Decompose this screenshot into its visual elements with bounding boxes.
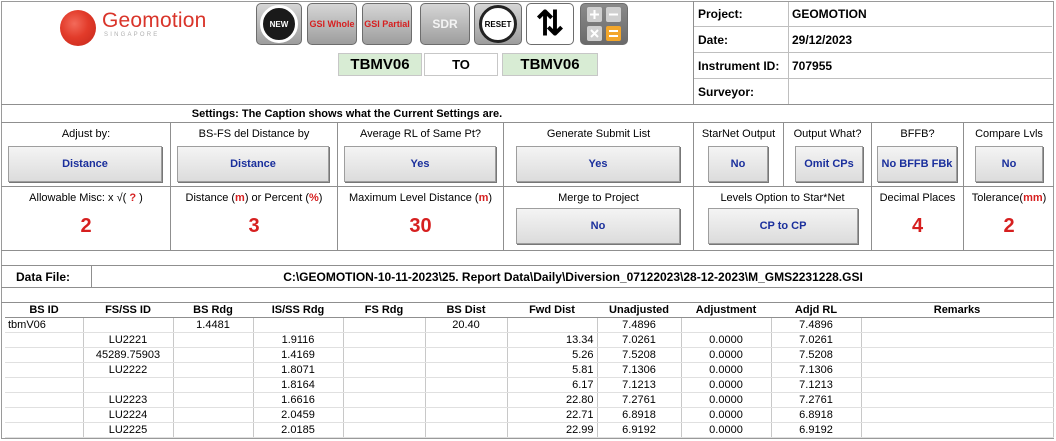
table-cell[interactable]: tbmV06 xyxy=(5,317,83,332)
table-cell[interactable]: 0.0000 xyxy=(681,422,771,437)
table-cell[interactable]: 6.8918 xyxy=(597,407,681,422)
table-cell[interactable] xyxy=(5,377,83,392)
table-cell[interactable]: LU2223 xyxy=(83,392,173,407)
surveyor-row xyxy=(694,79,1052,105)
column-header: Remarks xyxy=(861,303,1053,317)
divider xyxy=(1,104,1054,105)
column-header: Adjd RL xyxy=(771,303,861,317)
table-cell[interactable]: 7.4896 xyxy=(597,317,681,332)
divider xyxy=(1,265,1054,266)
range-to-label: TO xyxy=(424,53,498,76)
distance-percent-value[interactable]: 3 xyxy=(248,215,260,237)
merge-project-button[interactable]: No xyxy=(516,208,680,244)
table-cell[interactable]: 20.40 xyxy=(425,317,507,332)
table-row xyxy=(5,362,1053,377)
new-icon: NEW xyxy=(260,5,298,43)
table-cell[interactable]: 6.9192 xyxy=(597,422,681,437)
table-row xyxy=(5,407,1053,422)
distance-percent-label: Distance (m) or Percent (%) xyxy=(185,192,323,204)
sort-arrows-icon: ⇅ xyxy=(535,5,565,43)
bsfs-distance-button[interactable]: Distance xyxy=(177,146,329,182)
table-cell[interactable]: 0.0000 xyxy=(681,332,771,347)
table-cell[interactable] xyxy=(173,332,253,347)
table-cell[interactable] xyxy=(861,377,1053,392)
table-cell[interactable] xyxy=(425,392,507,407)
table-cell[interactable]: 6.9192 xyxy=(771,422,861,437)
column-header: Adjustment xyxy=(681,303,771,317)
column-header: FS/SS ID xyxy=(83,303,173,317)
levels-option-label: Levels Option to Star*Net xyxy=(720,192,845,204)
table-cell[interactable]: LU2221 xyxy=(83,332,173,347)
starnet-output-button[interactable]: No xyxy=(708,146,768,182)
table-cell[interactable] xyxy=(173,347,253,362)
instrument-row xyxy=(694,53,1052,79)
output-what-label: Output What? xyxy=(793,128,862,140)
decimal-places-label: Decimal Places xyxy=(879,192,956,204)
column-header: FS Rdg xyxy=(343,303,425,317)
table-cell[interactable] xyxy=(425,407,507,422)
divider xyxy=(1,287,1054,288)
table-cell[interactable]: 7.1306 xyxy=(597,362,681,377)
table-cell[interactable] xyxy=(253,317,343,332)
table-cell[interactable] xyxy=(5,332,83,347)
table-cell[interactable]: 0.0000 xyxy=(681,362,771,377)
table-cell[interactable]: 13.34 xyxy=(507,332,597,347)
table-cell[interactable]: 7.5208 xyxy=(771,347,861,362)
adjust-by-button[interactable]: Distance xyxy=(8,146,162,182)
logo-text: Geomotion xyxy=(102,9,207,32)
table-cell[interactable] xyxy=(343,377,425,392)
table-cell[interactable] xyxy=(173,392,253,407)
column-header: BS ID xyxy=(5,303,83,317)
settings-caption: Settings: The Caption shows what the Current Settings are. xyxy=(191,108,503,120)
table-cell[interactable] xyxy=(507,317,597,332)
column-header: Unadjusted xyxy=(597,303,681,317)
table-cell[interactable]: 7.5208 xyxy=(597,347,681,362)
table-cell[interactable]: 7.1213 xyxy=(597,377,681,392)
allowable-misc-value[interactable]: 2 xyxy=(80,215,92,237)
table-cell[interactable]: LU2222 xyxy=(83,362,173,377)
surveyor-label: Surveyor: xyxy=(698,85,755,99)
reset-icon: RESET xyxy=(479,5,517,43)
avg-rl-button[interactable]: Yes xyxy=(344,146,496,182)
table-cell[interactable]: 1.9116 xyxy=(253,332,343,347)
range-to[interactable]: TBMV06 xyxy=(502,53,598,76)
table-cell[interactable] xyxy=(83,377,173,392)
compare-lvls-label: Compare Lvls xyxy=(975,128,1043,140)
decimal-places-value[interactable]: 4 xyxy=(911,215,924,237)
tolerance-label: Tolerance(mm) xyxy=(971,192,1047,204)
table-cell[interactable] xyxy=(83,317,173,332)
table-cell[interactable]: 7.1213 xyxy=(771,377,861,392)
table-cell[interactable] xyxy=(343,422,425,437)
max-level-distance-label: Maximum Level Distance (m) xyxy=(348,192,493,204)
instrument-value[interactable]: 707955 xyxy=(792,59,833,73)
table-cell[interactable] xyxy=(343,362,425,377)
project-row xyxy=(694,1,1052,27)
gsi-partial-label: GSI Partial xyxy=(364,19,410,29)
table-cell[interactable] xyxy=(343,347,425,362)
table-cell[interactable] xyxy=(5,362,83,377)
table-cell[interactable]: LU2224 xyxy=(83,407,173,422)
gsi-partial-button[interactable] xyxy=(362,3,412,45)
table-cell[interactable]: 1.8071 xyxy=(253,362,343,377)
table-cell[interactable]: 0.0000 xyxy=(681,377,771,392)
table-cell[interactable]: 2.0459 xyxy=(253,407,343,422)
table-cell[interactable]: 5.26 xyxy=(507,347,597,362)
calculator-button[interactable] xyxy=(580,3,628,45)
bffb-label: BFFB? xyxy=(900,128,935,140)
logo-icon xyxy=(60,10,96,46)
output-what-button[interactable]: Omit CPs xyxy=(795,146,863,182)
instrument-label: Instrument ID: xyxy=(698,59,780,73)
table-cell[interactable] xyxy=(861,332,1053,347)
allowable-misc-label: Allowable Misc: x √( ? ) xyxy=(29,192,143,204)
table-cell[interactable]: 1.4481 xyxy=(173,317,253,332)
table-row xyxy=(5,377,1053,392)
bffb-button[interactable]: No BFFB FBk xyxy=(877,146,957,182)
tolerance-value[interactable]: 2 xyxy=(1003,215,1015,237)
table-cell[interactable] xyxy=(861,392,1053,407)
range-from[interactable]: TBMV06 xyxy=(338,53,422,76)
table-cell[interactable]: 6.8918 xyxy=(771,407,861,422)
divider xyxy=(1,122,1054,123)
data-file-label: Data File: xyxy=(16,270,71,284)
avg-rl-label: Average RL of Same Pt? xyxy=(359,128,482,140)
table-cell[interactable]: 22.80 xyxy=(507,392,597,407)
table-cell[interactable] xyxy=(861,347,1053,362)
table-cell[interactable]: 7.4896 xyxy=(771,317,861,332)
table-cell[interactable]: 7.1306 xyxy=(771,362,861,377)
submit-list-button[interactable]: Yes xyxy=(516,146,680,182)
table-cell[interactable]: 22.71 xyxy=(507,407,597,422)
column-header: BS Rdg xyxy=(173,303,253,317)
table-cell[interactable] xyxy=(861,317,1053,332)
column-header: IS/SS Rdg xyxy=(253,303,343,317)
table-row xyxy=(5,392,1053,407)
table-cell[interactable]: 0.0000 xyxy=(681,392,771,407)
logo-subtext: SINGAPORE xyxy=(104,32,160,38)
gsi-whole-button[interactable] xyxy=(307,3,357,45)
sdr-button[interactable] xyxy=(420,3,470,45)
column-header: Fwd Dist xyxy=(507,303,597,317)
table-cell[interactable]: 7.2761 xyxy=(597,392,681,407)
table-cell[interactable]: 22.99 xyxy=(507,422,597,437)
table-cell[interactable] xyxy=(343,407,425,422)
divider xyxy=(1,250,1054,251)
table-header-row xyxy=(5,303,1053,317)
table-cell[interactable] xyxy=(343,392,425,407)
submit-list-label: Generate Submit List xyxy=(546,128,651,140)
table-row xyxy=(5,422,1053,437)
table-row xyxy=(5,317,1053,332)
table-cell[interactable] xyxy=(173,362,253,377)
starnet-label: StarNet Output xyxy=(701,128,776,140)
data-file-path[interactable]: C:\GEOMOTION-10-11-2023\25. Report Data\Daily\Diversion_07122023\28-12-2023\M_GMS2231228.GSI xyxy=(283,270,863,284)
table-cell[interactable]: 1.8164 xyxy=(253,377,343,392)
levels-option-button[interactable]: CP to CP xyxy=(708,208,858,244)
table-cell[interactable]: 7.0261 xyxy=(771,332,861,347)
table-cell[interactable] xyxy=(343,332,425,347)
table-cell[interactable] xyxy=(173,377,253,392)
table-cell[interactable] xyxy=(425,332,507,347)
table-cell[interactable] xyxy=(5,347,83,362)
table-cell[interactable] xyxy=(5,392,83,407)
table-cell[interactable] xyxy=(425,362,507,377)
column-header: BS Dist xyxy=(425,303,507,317)
table-cell[interactable]: 2.0185 xyxy=(253,422,343,437)
table-cell[interactable] xyxy=(173,407,253,422)
gsi-whole-label: GSI Whole xyxy=(309,19,355,29)
table-row xyxy=(5,332,1053,347)
table-cell[interactable] xyxy=(173,422,253,437)
sdr-label: SDR xyxy=(432,17,458,31)
table-cell[interactable] xyxy=(681,317,771,332)
table-cell[interactable] xyxy=(5,422,83,437)
compare-lvls-button[interactable]: No xyxy=(975,146,1043,182)
table-cell[interactable]: 0.0000 xyxy=(681,407,771,422)
table-cell[interactable] xyxy=(861,407,1053,422)
max-level-distance-value[interactable]: 30 xyxy=(409,215,432,237)
adjust-by-label: Adjust by: xyxy=(61,128,111,140)
table-cell[interactable]: 7.0261 xyxy=(597,332,681,347)
table-cell[interactable] xyxy=(861,422,1053,437)
table-cell[interactable]: 6.17 xyxy=(507,377,597,392)
calculator-icon xyxy=(585,5,623,43)
sort-button[interactable] xyxy=(526,3,574,45)
table-cell[interactable] xyxy=(5,407,83,422)
table-cell[interactable]: LU2225 xyxy=(83,422,173,437)
table-row xyxy=(5,347,1053,362)
table-cell[interactable]: 1.4169 xyxy=(253,347,343,362)
bsfs-label: BS-FS del Distance by xyxy=(198,128,310,140)
table-cell[interactable] xyxy=(343,317,425,332)
table-cell[interactable] xyxy=(425,377,507,392)
table-cell[interactable]: 7.2761 xyxy=(771,392,861,407)
table-cell[interactable]: 0.0000 xyxy=(681,347,771,362)
table-cell[interactable]: 1.6616 xyxy=(253,392,343,407)
date-value[interactable]: 29/12/2023 xyxy=(792,33,853,47)
merge-project-label: Merge to Project xyxy=(558,192,639,204)
table-cell[interactable]: 5.81 xyxy=(507,362,597,377)
table-cell[interactable] xyxy=(425,422,507,437)
project-label: Project: xyxy=(698,7,743,21)
levels-table xyxy=(5,303,1054,438)
table-cell[interactable] xyxy=(861,362,1053,377)
project-value[interactable]: GEOMOTION xyxy=(792,7,867,21)
table-cell[interactable]: 45289.75903 xyxy=(83,347,173,362)
divider xyxy=(1,186,1054,187)
reset-button[interactable] xyxy=(474,3,522,45)
table-cell[interactable] xyxy=(425,347,507,362)
new-button[interactable] xyxy=(256,3,302,45)
date-label: Date: xyxy=(698,33,729,47)
date-row xyxy=(694,27,1052,53)
